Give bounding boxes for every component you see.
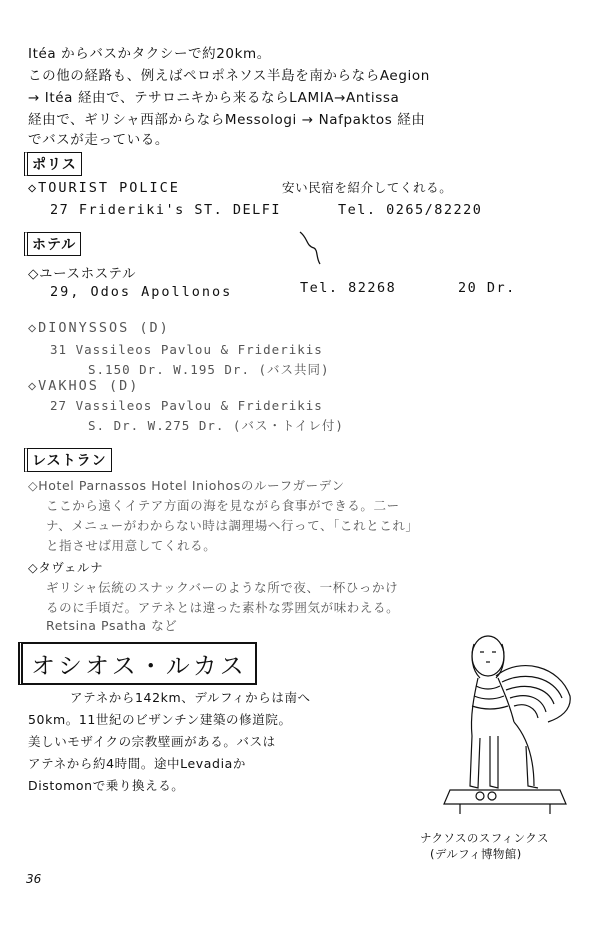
restaurant-1-line-2: ナ、メニューがわからない時は調理場へ行って、「これとこれ」: [46, 518, 419, 533]
police-tel: Tel. 0265/82220: [338, 202, 483, 218]
intro-line-4: 経由で、ギリシャ西部からならMessologi → Nafpaktos 経由: [28, 112, 426, 128]
dionyssos-address: 31 Vassileos Pavlou & Friderikis: [50, 342, 323, 357]
intro-line-1: Itéa からバスかタクシーで約20km。: [28, 46, 271, 62]
police-name: ◇TOURIST POLICE: [28, 180, 180, 196]
youth-hostel-name: ◇ユースホステル: [28, 266, 137, 282]
figure-caption-1: ナクソスのスフィンクス: [420, 831, 549, 845]
osios-line-3: 美しいモザイクの宗教壁画がある。バスは: [28, 734, 276, 749]
intro-line-5: でバスが走っている。: [28, 132, 169, 148]
intro-line-2: この他の経路も、例えばペロポネソス半島を南からならAegion: [28, 68, 430, 84]
restaurant-2-line-1: ギリシャ伝統のスナックバーのような所で夜、一杯ひっかけ: [46, 580, 399, 595]
police-address: 27 Frideriki's ST. DELFI: [50, 202, 282, 218]
hand-drawn-squiggle: [296, 226, 326, 266]
restaurant-2-line-2: るのに手頃だ。アテネとは違った素朴な雰囲気が味わえる。: [46, 600, 400, 615]
dionyssos-name: ◇DIONYSSOS (D): [28, 320, 170, 336]
restaurant-1-name: ◇Hotel Parnassos Hotel Iniohosのルーフガーデン: [28, 478, 345, 493]
intro-line-3: → Itéa 経由で、テサロニキから来るならLAMIA→Antissa: [28, 90, 400, 106]
dionyssos-price: S.150 Dr. W.195 Dr. (バス共同): [88, 362, 330, 377]
osios-line-4: アテネから約4時間。途中Levadiaか: [28, 756, 247, 771]
osios-line-1: アテネから142km、デルフィからは南へ: [70, 690, 311, 705]
vakhos-name: ◇VAKHOS (D): [28, 378, 140, 394]
page-number: 36: [26, 872, 42, 886]
osios-loukas-header: オシオス・ルカス: [18, 642, 257, 685]
police-note: 安い民宿を紹介してくれる。: [282, 180, 453, 195]
restaurant-2-name: ◇タヴェルナ: [28, 560, 104, 575]
police-header: ポリス: [24, 152, 82, 176]
sphinx-illustration: [430, 626, 580, 836]
restaurants-header: レストラン: [24, 448, 112, 472]
figure-caption-2: (デルフィ博物館): [430, 847, 522, 861]
osios-line-2: 50km。11世紀のビザンチン建築の修道院。: [28, 712, 292, 727]
youth-hostel-address: 29, Odos Apollonos: [50, 284, 233, 300]
vakhos-price: S. Dr. W.275 Dr. (バス・トイレ付): [88, 418, 344, 433]
vakhos-address: 27 Vassileos Pavlou & Friderikis: [50, 398, 323, 413]
youth-hostel-price: 20 Dr.: [458, 280, 516, 296]
osios-line-5: Distomonで乗り換える。: [28, 778, 185, 793]
hotels-header: ホテル: [24, 232, 81, 256]
restaurant-2-line-3: Retsina Psatha など: [46, 618, 178, 633]
restaurant-1-line-1: ここから遠くイテア方面の海を見ながら食事ができる。二ー: [46, 498, 400, 513]
youth-hostel-tel: Tel. 82268: [300, 280, 397, 296]
restaurant-1-line-3: と指させば用意してくれる。: [46, 538, 217, 553]
